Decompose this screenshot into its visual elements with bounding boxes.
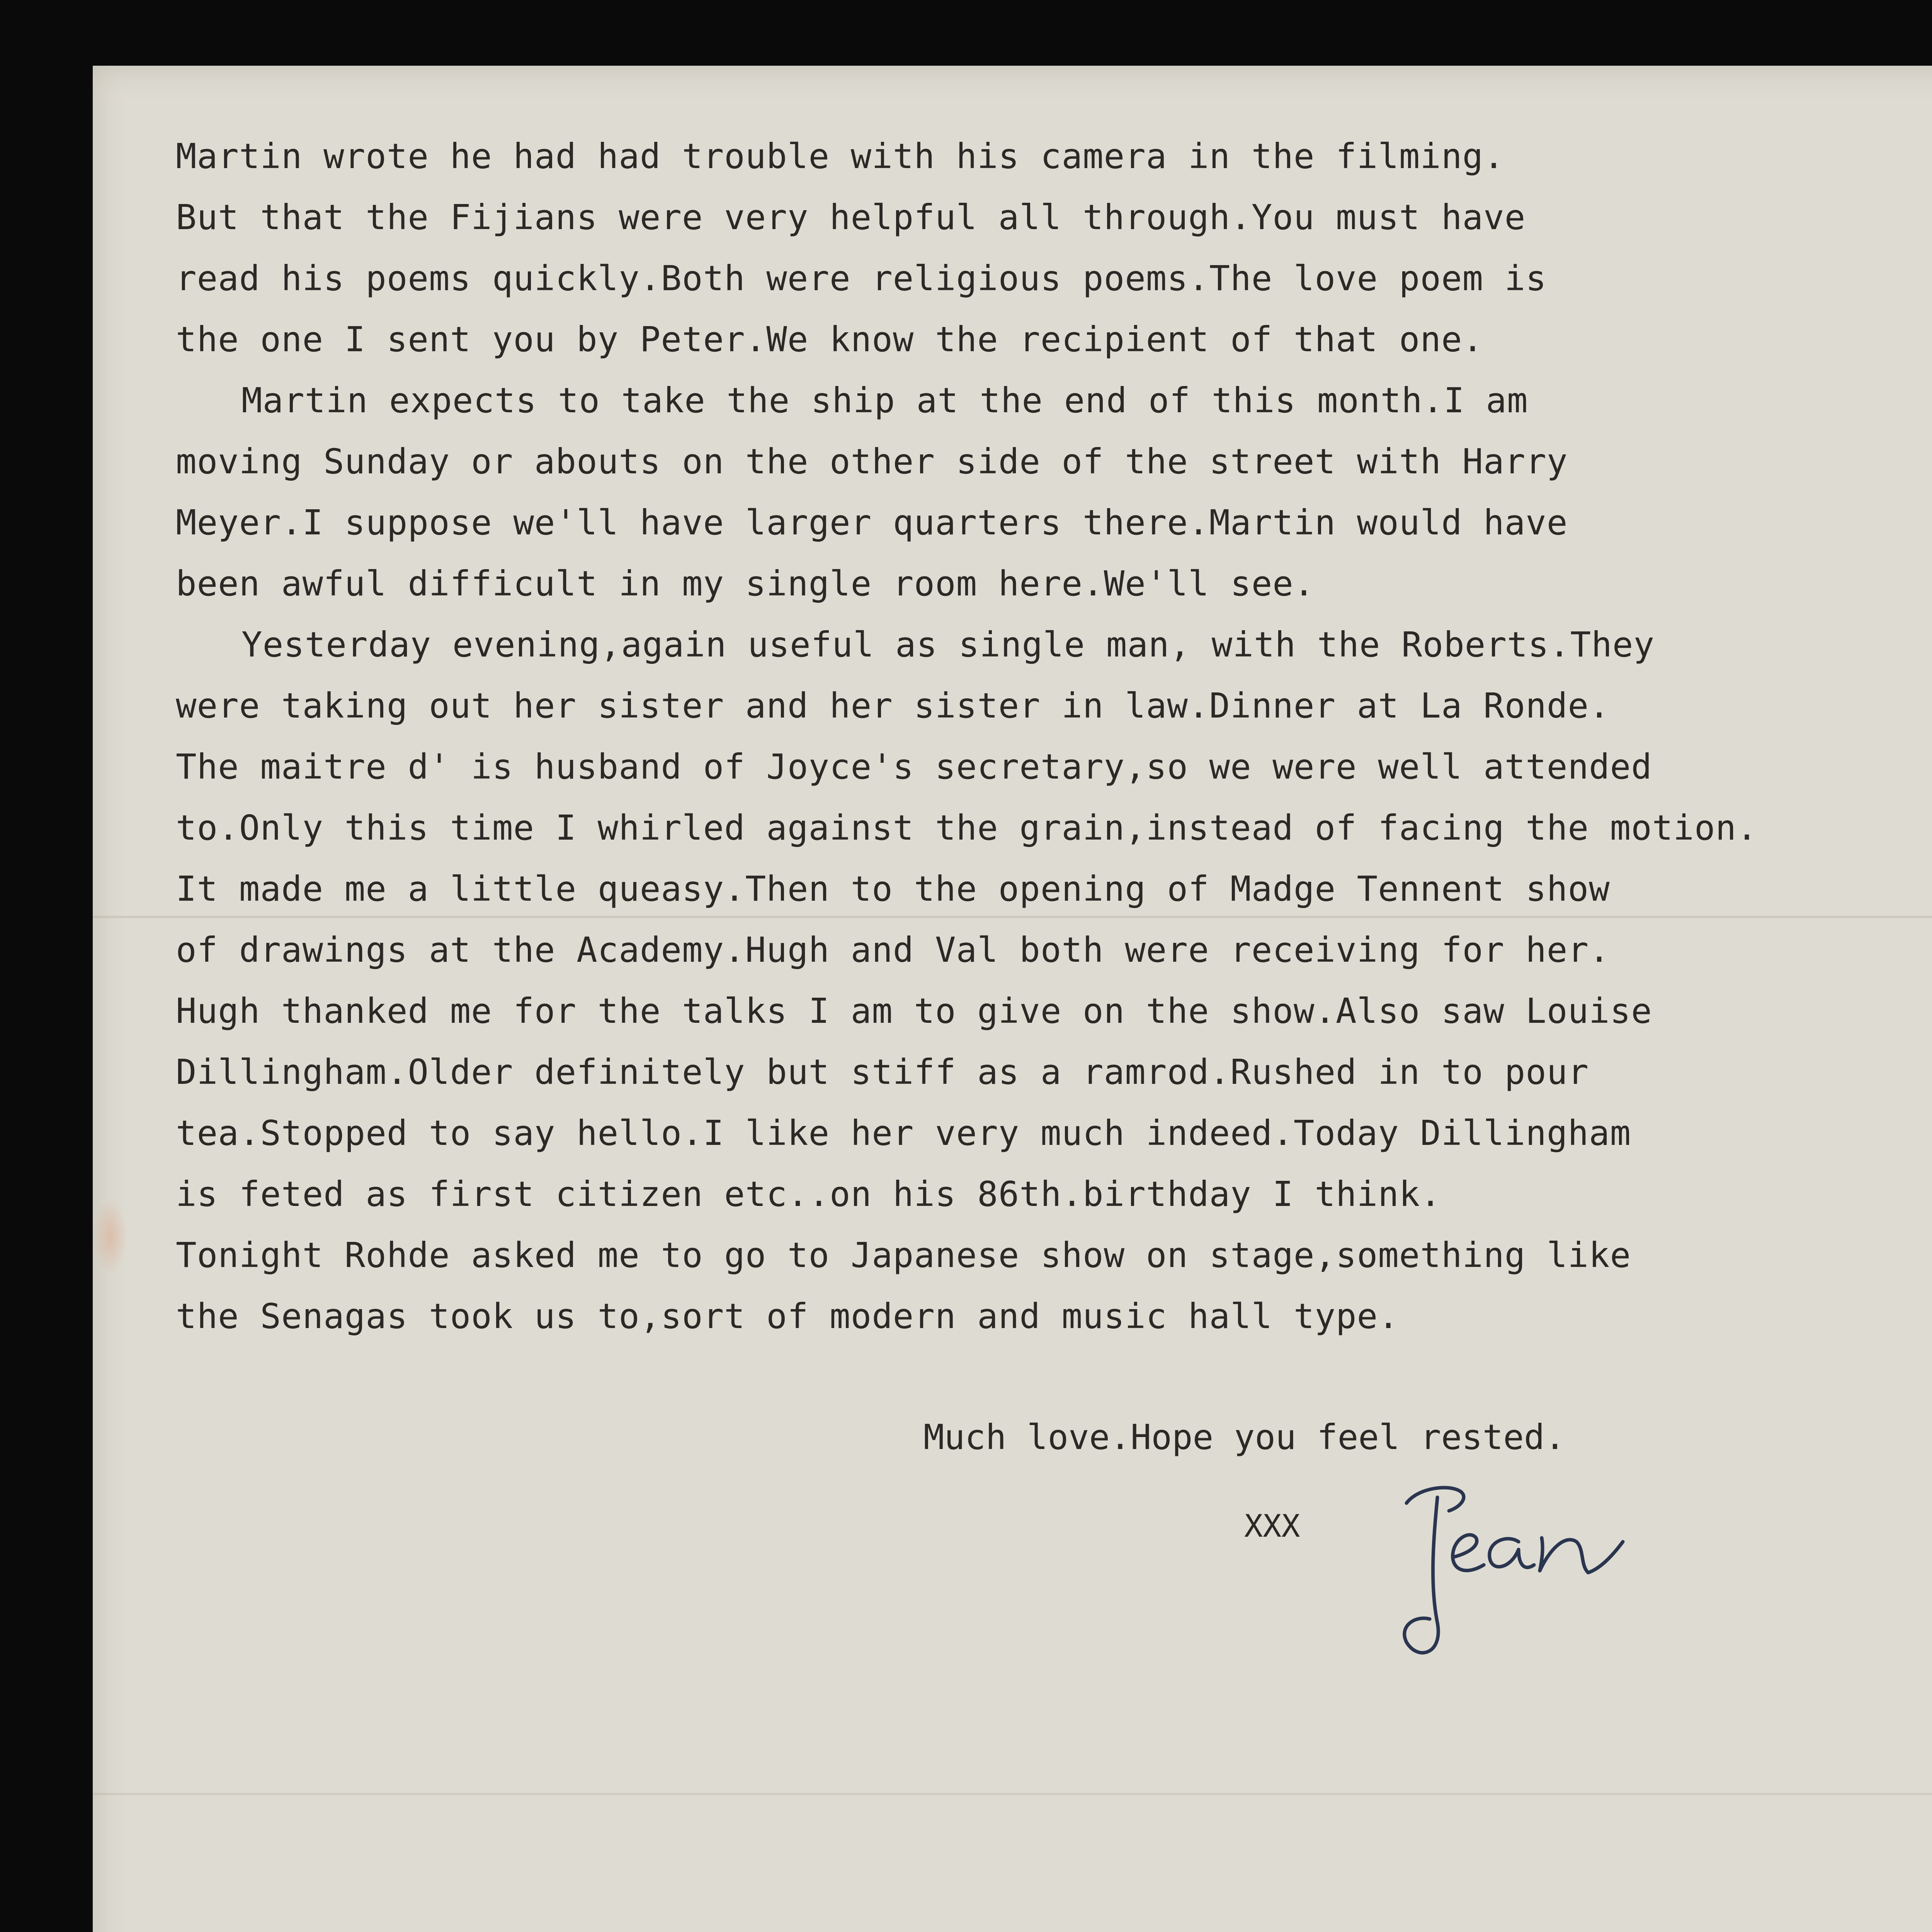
text-line: Tonight Rohde asked me to go to Japanese show on stage,something like xyxy=(176,1235,1631,1275)
text-line: Martin wrote he had had trouble with his camera in the filming. xyxy=(176,136,1505,176)
text-line: of drawings at the Academy.Hugh and Val both were receiving for her. xyxy=(176,930,1610,970)
kisses-mark: XXX xyxy=(1244,1508,1300,1544)
text-line: It made me a little queasy.Then to the opening of Madge Tennent show xyxy=(176,869,1610,909)
text-line: Hugh thanked me for the talks I am to give on the show.Also saw Louise xyxy=(176,991,1652,1031)
text-line: Martin expects to take the ship at the end of this month.I am xyxy=(242,380,1528,420)
fold-crease xyxy=(93,1793,1932,1795)
text-line: read his poems quickly.Both were religious poems.The love poem is xyxy=(176,258,1547,298)
text-line: the Senagas took us to,sort of modern and music hall type. xyxy=(176,1296,1399,1336)
paper-stain xyxy=(93,1198,128,1275)
closing-line: Much love.Hope you feel rested. xyxy=(923,1417,1566,1457)
text-line: is feted as first citizen etc..on his 86th.birthday I think. xyxy=(176,1174,1441,1214)
text-line: Dillingham.Older definitely but stiff as a ramrod.Rushed in to pour xyxy=(176,1052,1589,1092)
text-line: were taking out her sister and her sister in law.Dinner at La Ronde. xyxy=(176,685,1610,726)
text-line: Meyer.I suppose we'll have larger quarters there.Martin would have xyxy=(176,502,1568,543)
text-line: But that the Fijians were very helpful all through.You must have xyxy=(176,197,1526,237)
text-line: to.Only this time I whirled against the grain,instead of facing the motion. xyxy=(176,808,1758,848)
handwritten-signature xyxy=(1372,1461,1712,1677)
text-line: the one I sent you by Peter.We know the recipient of that one. xyxy=(176,319,1484,359)
text-line: The maitre d' is husband of Joyce's secretary,so we were well attended xyxy=(176,747,1652,787)
text-line: been awful difficult in my single room here.We'll see. xyxy=(176,563,1315,604)
text-line: tea.Stopped to say hello.I like her very much indeed.Today Dillingham xyxy=(176,1113,1631,1153)
text-line: Yesterday evening,again useful as single man, with the Roberts.They xyxy=(242,624,1655,665)
text-line: moving Sunday or abouts on the other side of the street with Harry xyxy=(176,441,1568,481)
letter-body xyxy=(176,126,1932,1347)
